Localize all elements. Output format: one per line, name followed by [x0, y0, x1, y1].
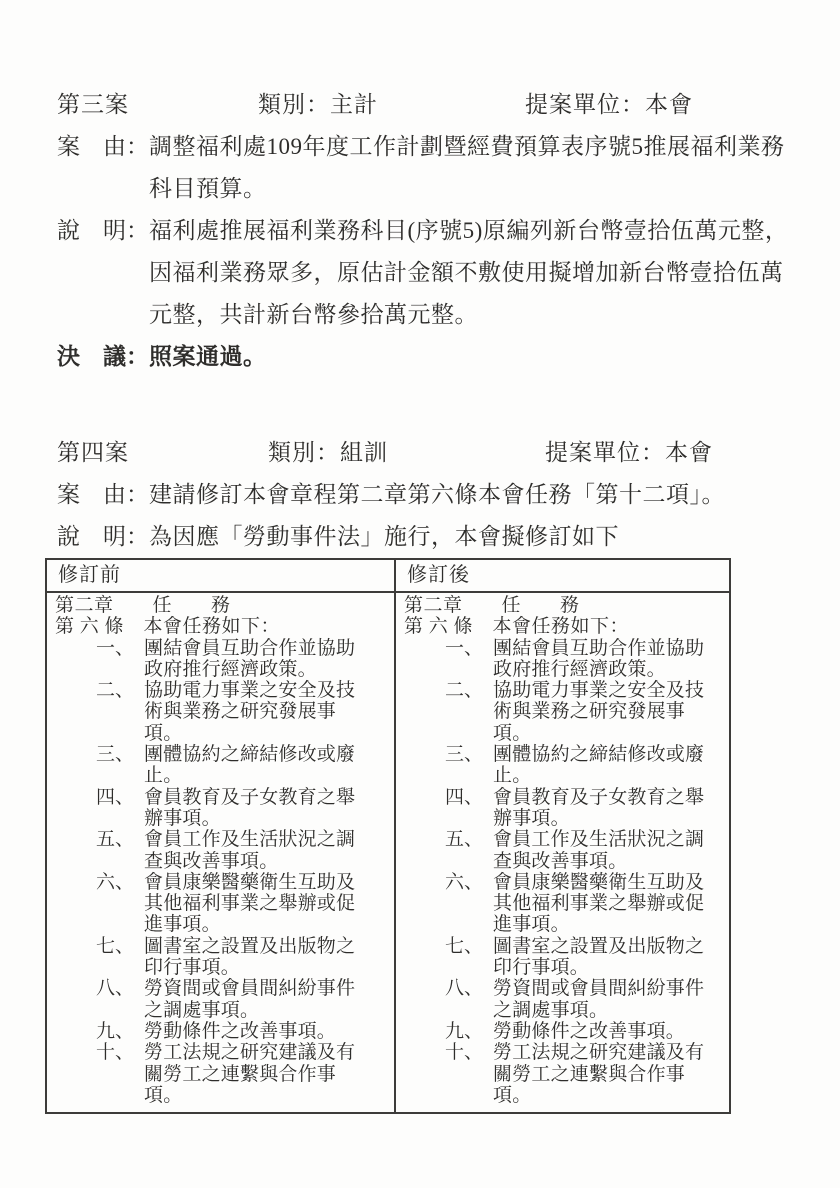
task-item-text: 協助電力事業之安全及技術與業務之研究發展事項。: [144, 680, 356, 744]
explanation-label: 說 明：: [57, 218, 149, 243]
article-line: 第 六 條 本會任務如下：: [404, 616, 630, 638]
case-category: 類別：主計: [258, 92, 378, 117]
task-item: [396, 787, 729, 830]
task-item-text: 勞動條件之改善事項。: [493, 1020, 686, 1042]
task-item: [396, 1021, 729, 1042]
subject-line: 科目預算。: [149, 176, 267, 201]
subject-content: [149, 126, 786, 210]
task-item: [47, 829, 394, 872]
explanation-line: 因福利業務眾多，原估計金額不敷使用擬增加新台幣壹拾伍萬: [149, 260, 784, 285]
task-item: [47, 1021, 394, 1042]
task-list: [396, 638, 729, 1107]
task-item-number: 四、: [445, 786, 484, 808]
chapter-line: 第二章 任 務: [55, 595, 231, 616]
task-list: [47, 638, 394, 1107]
revision-before-header: 修訂前: [47, 560, 396, 591]
task-item-number: 六、: [445, 871, 484, 893]
case-number: 第四案: [57, 440, 129, 465]
case-proposing-unit: 提案單位：本會: [525, 92, 693, 117]
revision-table-body-row: [47, 593, 729, 1112]
task-item-text: 會員工作及生活狀況之調查與改善事項。: [144, 829, 356, 872]
case-category: 類別：組訓: [268, 440, 388, 465]
revision-after-column: [396, 593, 729, 1112]
case-4-section: [57, 432, 786, 1114]
task-item-text: 圖書室之設置及出版物之印行事項。: [144, 935, 356, 979]
task-item-number: 五、: [96, 829, 135, 851]
task-item-number: 七、: [445, 935, 484, 957]
case-number: 第三案: [57, 92, 129, 117]
explanation-content: [149, 210, 789, 336]
task-item-text: 會員康樂醫藥衛生互助及其他福利事業之舉辦或促進事項。: [144, 871, 356, 936]
article-line: 第 六 條 本會任務如下：: [55, 616, 281, 638]
task-item-text: 會員工作及生活狀況之調查與改善事項。: [493, 829, 705, 872]
task-item: [47, 787, 394, 830]
subject-line: 建請修訂本會章程第二章第六條本會任務「第十二項」。: [149, 482, 725, 507]
task-item-number: 二、: [445, 680, 484, 702]
subject-label: 案 由：: [57, 134, 149, 159]
case-4-header: [57, 432, 786, 474]
task-item-number: 九、: [445, 1020, 484, 1042]
task-item-number: 一、: [445, 637, 484, 659]
case-3-section: [57, 84, 789, 378]
explanation-row: [57, 210, 789, 336]
task-item-number: 一、: [96, 637, 135, 659]
task-item: [47, 978, 394, 1021]
task-item-number: 八、: [445, 978, 484, 1000]
task-item-text: 團結會員互助合作並協助政府推行經濟政策。: [493, 637, 705, 680]
task-item: [396, 744, 729, 787]
task-item-text: 會員教育及子女教育之舉辦事項。: [144, 786, 356, 829]
explanation-row: [57, 516, 786, 558]
task-item-number: 三、: [445, 744, 484, 766]
task-item: [47, 872, 394, 936]
explanation-line: 為因應「勞動事件法」施行，本會擬修訂如下: [149, 524, 619, 549]
task-item: [47, 680, 394, 744]
task-item-number: 五、: [445, 829, 484, 851]
explanation-label: 說 明：: [57, 524, 149, 549]
task-item-number: 十、: [96, 1042, 135, 1064]
resolution-row: [57, 336, 786, 378]
chapter-line: 第二章 任 務: [404, 595, 580, 616]
task-item: [47, 744, 394, 787]
task-item-text: 圖書室之設置及出版物之印行事項。: [493, 935, 705, 979]
task-item-number: 六、: [96, 871, 135, 893]
task-item-text: 勞工法規之研究建議及有關勞工之連繫與合作事項。: [493, 1042, 705, 1106]
task-item: [396, 978, 729, 1021]
task-item-text: 勞資間或會員間糾紛事件之調處事項。: [493, 978, 705, 1021]
subject-row: [57, 126, 786, 210]
task-item: [396, 680, 729, 744]
task-item: [47, 1042, 394, 1106]
task-item: [396, 936, 729, 979]
case-3-header: [57, 84, 786, 126]
resolution-text: 照案通過。: [149, 344, 267, 369]
task-item-text: 團體協約之締結修改或廢止。: [144, 744, 356, 787]
task-item-number: 七、: [96, 935, 135, 957]
task-item-number: 十、: [445, 1042, 484, 1064]
task-item-text: 勞動條件之改善事項。: [144, 1020, 337, 1042]
task-item-text: 協助電力事業之安全及技術與業務之研究發展事項。: [493, 680, 705, 744]
task-item-number: 四、: [96, 786, 135, 808]
explanation-line: 福利處推展福利業務科目(序號5)原編列新台幣壹拾伍萬元整，: [149, 218, 789, 243]
task-item: [396, 638, 729, 681]
revision-before-column: [47, 593, 396, 1112]
task-item-text: 勞資間或會員間糾紛事件之調處事項。: [144, 978, 356, 1021]
revision-table-header-row: [47, 560, 729, 593]
case-proposing-unit: 提案單位：本會: [545, 440, 713, 465]
task-item-text: 團體協約之締結修改或廢止。: [493, 744, 705, 787]
revision-after-header: 修訂後: [407, 564, 470, 586]
resolution-label: 決 議：: [57, 344, 149, 369]
task-item-text: 會員教育及子女教育之舉辦事項。: [493, 786, 705, 829]
task-item: [396, 829, 729, 872]
task-item-text: 會員康樂醫藥衛生互助及其他福利事業之舉辦或促進事項。: [493, 871, 705, 936]
task-item: [396, 1042, 729, 1106]
task-item-number: 二、: [96, 680, 135, 702]
task-item-text: 勞工法規之研究建議及有關勞工之連繫與合作事項。: [144, 1042, 356, 1106]
explanation-line: 元整，共計新台幣參拾萬元整。: [149, 302, 478, 327]
task-item-number: 九、: [96, 1020, 135, 1042]
subject-line: 調整福利處109年度工作計劃暨經費預算表序號5推展福利業務: [149, 134, 785, 159]
subject-row: [57, 474, 786, 516]
task-item-number: 三、: [96, 744, 135, 766]
task-item: [47, 936, 394, 979]
revision-table: [45, 558, 731, 1114]
task-item-number: 八、: [96, 978, 135, 1000]
task-item: [396, 872, 729, 936]
task-item: [47, 638, 394, 681]
task-item-text: 團結會員互助合作並協助政府推行經濟政策。: [144, 637, 356, 680]
subject-label: 案 由：: [57, 482, 149, 507]
